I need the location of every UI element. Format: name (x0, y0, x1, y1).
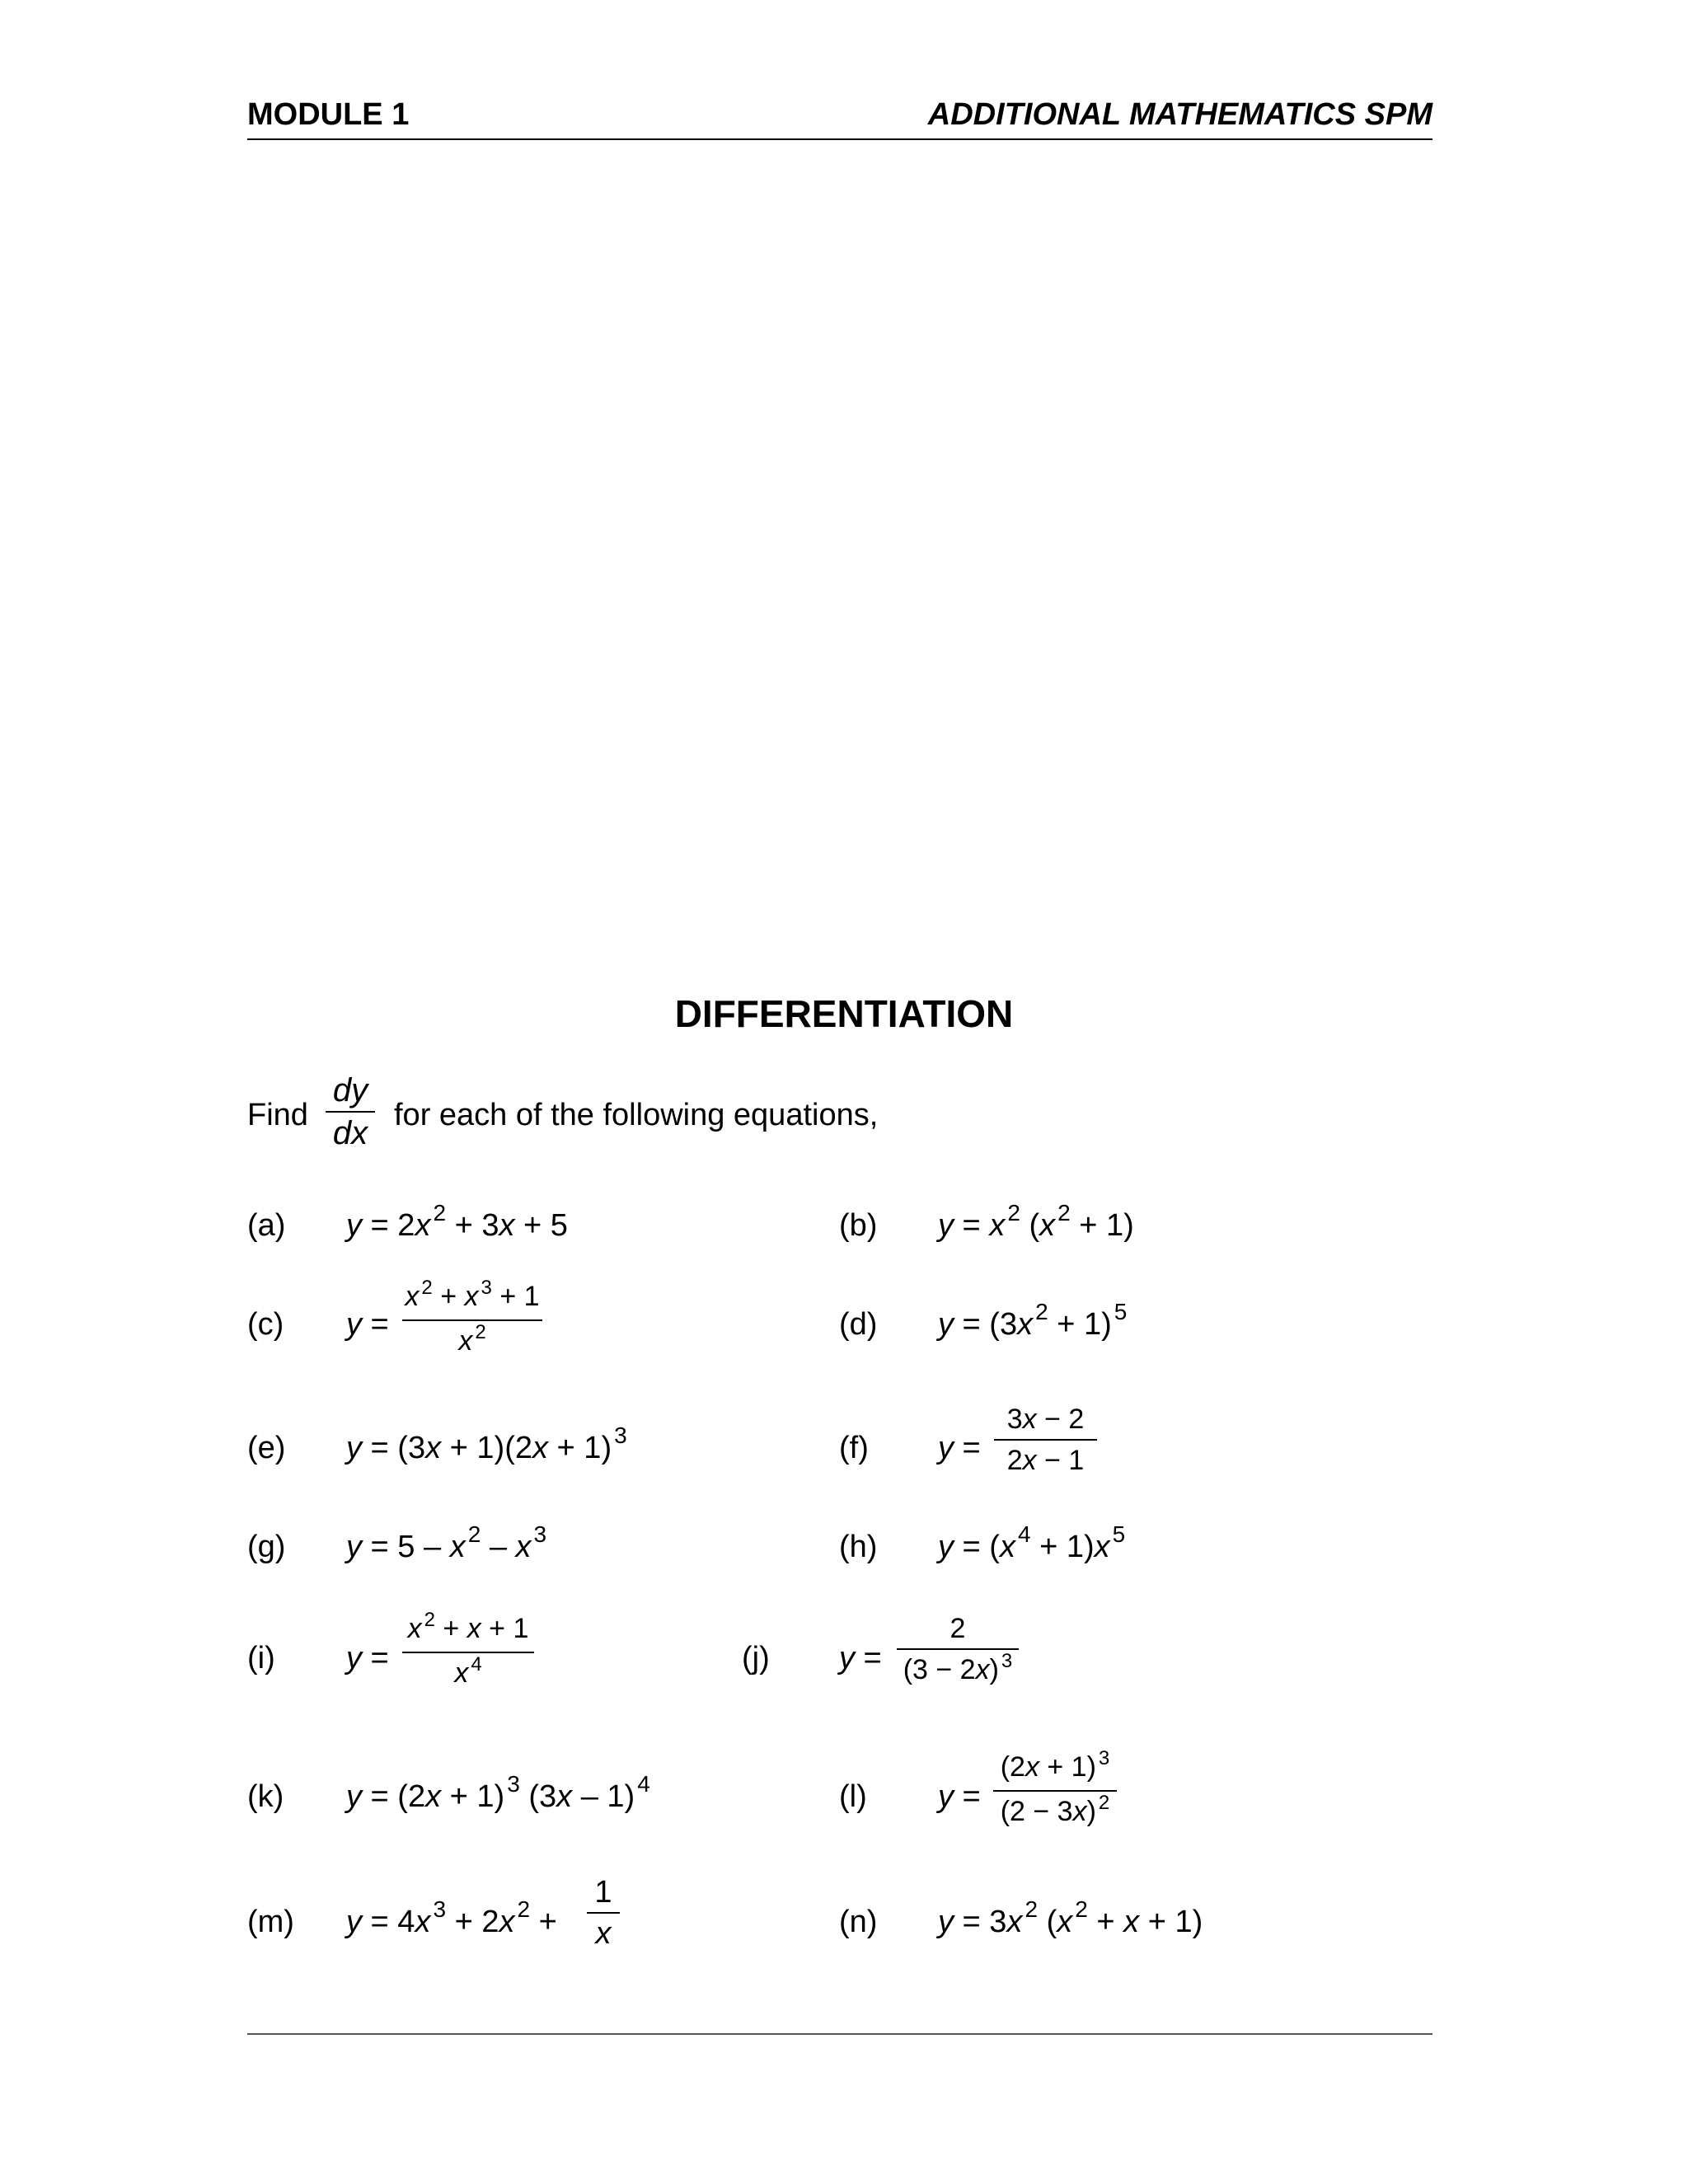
question-equation: y = x $^2$ (x $^2$ + 1) (938, 1200, 1134, 1243)
question-fraction: 3x − 2 2x − 1 (994, 1403, 1097, 1477)
question-equation: y = (938, 1779, 981, 1814)
module-header: MODULE 1 (247, 97, 410, 132)
question-equation: y = 5 – x $^2$ – x $^3$ (346, 1521, 547, 1564)
question-fraction: 1 x (587, 1876, 620, 1950)
question-label: (g) (247, 1530, 286, 1564)
question-equation: y = (3x $^2$ + 1) $^5$ (938, 1299, 1128, 1342)
question-fraction: x $^2$ + x $^3$ + 1 x $^2$ (402, 1280, 542, 1361)
question-label: (b) (839, 1208, 878, 1243)
footer-rule (247, 2033, 1432, 2035)
question-label: (m) (247, 1905, 294, 1939)
question-label: (k) (247, 1779, 284, 1814)
instruction-prefix: Find (247, 1098, 308, 1132)
question-fraction: 2 (3 − 2x) $^3$ (897, 1612, 1019, 1690)
question-label: (h) (839, 1530, 878, 1564)
question-label: (l) (839, 1779, 867, 1814)
question-equation: y = (346, 1641, 389, 1675)
question-label: (j) (742, 1641, 770, 1675)
derivative-denominator: dx (332, 1115, 368, 1151)
question-label: (e) (247, 1431, 286, 1465)
question-equation: y = 4x $^3$ + 2x $^2$ + (346, 1896, 557, 1939)
question-fraction: x $^2$ + x + 1 x $^4$ (402, 1612, 534, 1693)
header-rule (247, 138, 1432, 140)
question-fraction: (2x + 1) $^3$ (2 − 3x) $^2$ (993, 1750, 1117, 1831)
question-equation: y = (938, 1431, 981, 1465)
question-label: (d) (839, 1307, 878, 1342)
question-equation: y = 2x $^2$ + 3x + 5 (346, 1200, 568, 1243)
question-equation: y = (346, 1307, 389, 1342)
question-label: (f) (839, 1431, 869, 1465)
fraction-bar (326, 1111, 375, 1113)
question-equation: y = (2x + 1) $^3$ (3x – 1) $^4$ (346, 1771, 650, 1814)
subject-header: ADDITIONAL MATHEMATICS SPM (927, 97, 1432, 132)
question-label: (c) (247, 1307, 284, 1342)
instruction-suffix: for each of the following equations, (394, 1098, 879, 1132)
question-equation: y = (839, 1641, 882, 1675)
question-equation: y = (x $^4$ + 1)x $^5$ (938, 1521, 1126, 1564)
question-equation: y = (3x + 1)(2x + 1) $^3$ (346, 1422, 627, 1465)
derivative-fraction (326, 1071, 375, 1152)
question-equation: y = 3x $^2$ (x $^2$ + x + 1) (938, 1896, 1203, 1939)
question-label: (a) (247, 1208, 286, 1243)
question-label: (i) (247, 1641, 275, 1675)
derivative-numerator: dy (332, 1072, 368, 1108)
question-label: (n) (839, 1905, 878, 1939)
page-title: DIFFERENTIATION (674, 992, 1014, 1035)
